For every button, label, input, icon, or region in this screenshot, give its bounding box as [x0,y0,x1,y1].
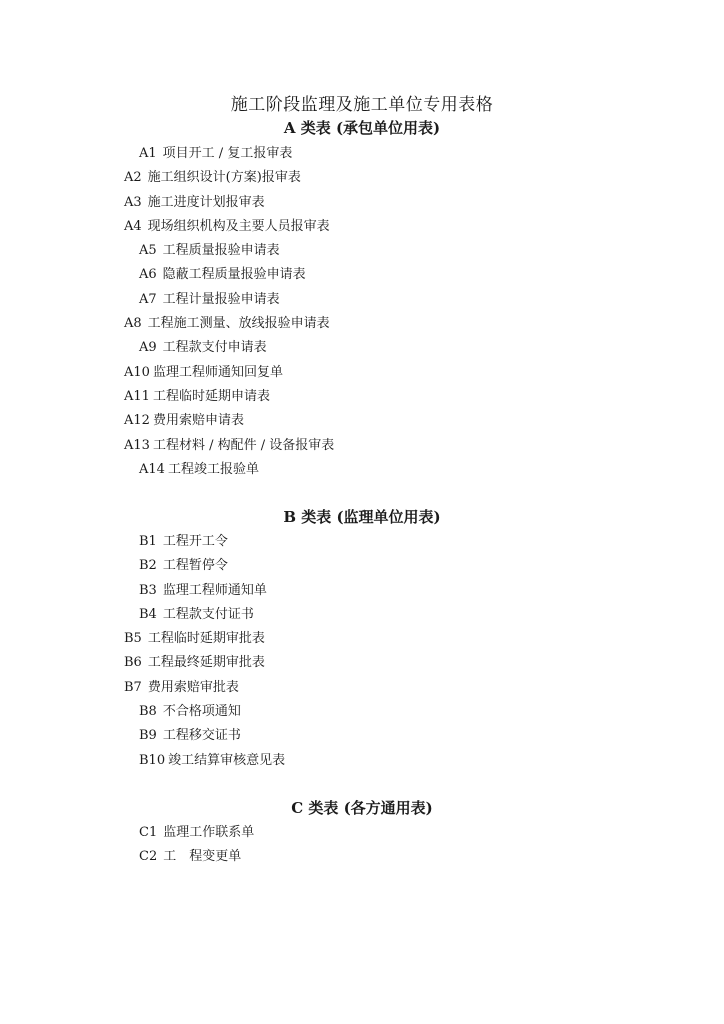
item-name: 工程质量报验申请表 [162,243,280,259]
list-item [0,821,724,845]
list-item [0,458,724,482]
item-code: B6 [124,655,142,671]
list-item [0,142,724,166]
list-item [0,263,724,287]
item-name: 监理工作联系单 [163,825,255,840]
item-code: A2 [124,170,142,186]
item-name: 监理工程师通知单 [162,582,267,598]
section-heading-c: C 类表 (各方通用表) [291,799,433,817]
document-title: 施工阶段监理及施工单位专用表格 [230,95,494,115]
item-name: 工程竣工报验单 [167,461,259,477]
list-item [0,603,724,627]
section-heading-b: B 类表 (监理单位用表) [283,508,441,526]
item-name: 工程施工测量、放线报验申请表 [147,316,330,332]
list-item [0,651,724,675]
item-name: 现场组织机构及主要人员报审表 [147,218,330,234]
item-name: 项目开工 / 复工报审表 [162,146,293,161]
list-item [0,700,724,724]
section-heading-a: A 类表 (承包单位用表) [283,119,441,137]
item-code: A1 [139,146,157,161]
item-code: B4 [139,606,157,622]
list-item [0,554,724,578]
list-item [0,579,724,603]
item-name: 施工进度计划报审表 [147,194,265,210]
item-name: 费用索赔申请表 [152,413,244,429]
item-name: 不合格项通知 [162,704,241,720]
item-name: 工 程变更单 [163,849,242,865]
item-code: B1 [139,534,157,549]
list-item [0,627,724,651]
section-b-list [0,530,724,773]
list-item [0,312,724,336]
item-name: 工程款支付证书 [162,606,254,622]
item-code: B7 [124,679,142,695]
list-item [0,530,724,554]
item-code: B2 [139,558,157,574]
item-code: A5 [139,243,157,259]
list-item [0,361,724,385]
item-name: 费用索赔审批表 [147,679,239,695]
item-name: 竣工结算审核意见表 [168,752,286,768]
list-item [0,215,724,239]
list-item [0,676,724,700]
list-item [0,724,724,748]
item-name: 施工组织设计(方案)报审表 [147,170,301,186]
section-c-list [0,821,724,870]
list-item [0,845,724,869]
item-code: A9 [139,340,157,356]
item-name: 工程材料 / 构配件 / 设备报审表 [152,437,335,453]
list-item [0,749,724,773]
item-name: 隐蔽工程质量报验申请表 [162,267,306,283]
list-item [0,385,724,409]
list-item [0,239,724,263]
list-item [0,166,724,190]
item-name: 工程临时延期审批表 [147,631,265,647]
item-code: A12 [124,413,150,429]
list-item [0,288,724,312]
section-a-list [0,142,724,482]
item-code: A4 [124,218,142,234]
item-code: A6 [139,267,157,283]
item-name: 工程移交证书 [162,728,241,744]
item-code: A10 [124,364,150,380]
item-name: 工程最终延期审批表 [147,655,265,671]
item-code: A7 [139,291,157,307]
item-code: B10 [139,752,166,768]
item-name: 工程临时延期申请表 [152,388,270,404]
item-name: 工程计量报验申请表 [162,291,280,307]
list-item [0,336,724,360]
item-code: B3 [139,582,157,598]
item-code: A14 [139,461,165,477]
item-code: B8 [139,704,157,720]
list-item [0,434,724,458]
item-code: B5 [124,631,142,647]
item-code: A11 [124,388,150,404]
item-name: 工程款支付申请表 [162,340,267,356]
list-item [0,191,724,215]
item-name: 监理工程师通知回复单 [152,364,283,380]
item-name: 工程暂停令 [162,558,228,574]
item-code: C2 [139,849,158,865]
item-name: 工程开工令 [162,534,228,549]
item-code: A3 [124,194,142,210]
list-item [0,409,724,433]
item-code: A13 [124,437,150,453]
item-code: B9 [139,728,157,744]
item-code: A8 [124,316,142,332]
item-code: C1 [139,825,158,840]
